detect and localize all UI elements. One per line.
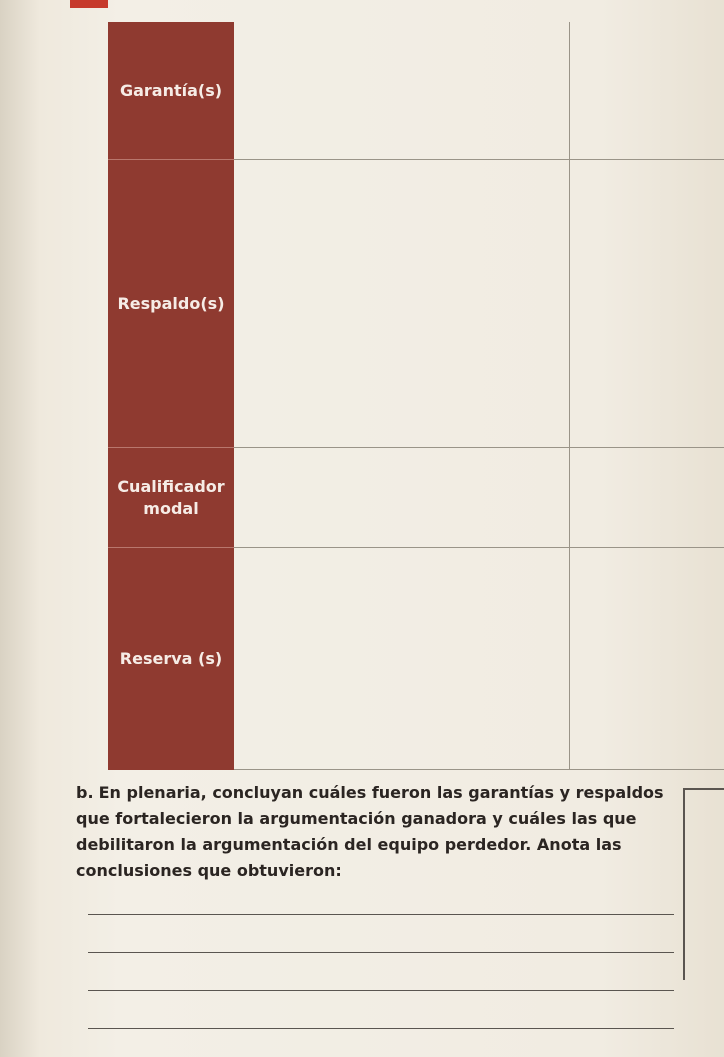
answer-cell-team-1[interactable] [234, 548, 570, 769]
answer-cell-team-2[interactable] [570, 448, 724, 547]
table-row [234, 548, 724, 770]
table-row [234, 22, 724, 160]
margin-bracket [683, 788, 724, 980]
answer-line[interactable] [88, 1028, 674, 1029]
answer-cell-team-1[interactable] [234, 160, 570, 447]
argument-table [108, 22, 724, 770]
row-label-text: Garantía(s) [119, 80, 223, 100]
row-label-text: Cualificador modal [117, 476, 225, 518]
row-label-text: Reserva (s) [119, 649, 223, 668]
answer-line[interactable] [88, 990, 674, 991]
exercise-text: En plenaria, concluyan cuáles fueron las garantías y respaldos que fortalecieron la argumentación ganadora y cuáles las que debilitaron la argumentación del equipo perdedor. Anota las conclusiones que obtuvieron: [76, 783, 664, 880]
table-row [234, 448, 724, 548]
corner-color-mark [70, 0, 108, 8]
table-row [234, 160, 724, 448]
answer-cells [234, 22, 724, 770]
row-label-cualificador-modal [108, 448, 234, 548]
answer-cell-team-2[interactable] [570, 548, 724, 769]
label-column [108, 22, 234, 770]
answer-cell-team-1[interactable] [234, 448, 570, 547]
answer-cell-team-2[interactable] [570, 160, 724, 447]
exercise-letter: b. [76, 783, 94, 802]
answer-cell-team-2[interactable] [570, 22, 724, 159]
answer-cell-team-1[interactable] [234, 22, 570, 159]
row-label-garantias [108, 22, 234, 160]
row-label-reservas [108, 548, 234, 770]
row-label-text: Respaldo(s) [117, 293, 225, 313]
answer-line[interactable] [88, 914, 674, 915]
row-label-respaldos [108, 160, 234, 448]
answer-line[interactable] [88, 952, 674, 953]
exercise-instruction [76, 780, 676, 884]
